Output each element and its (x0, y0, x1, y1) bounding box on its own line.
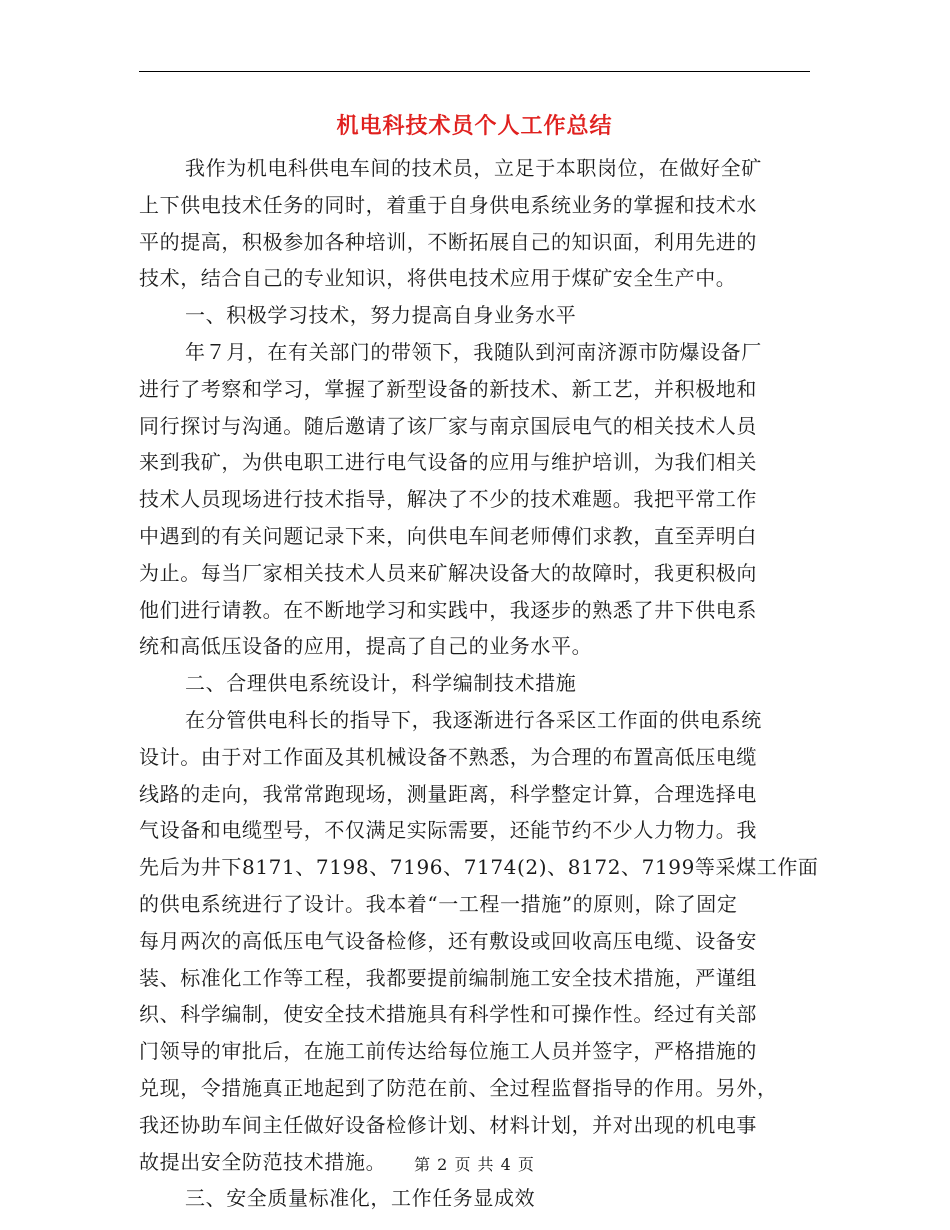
text-line: 技术，结合自己的专业知识，将供电技术应用于煤矿安全生产中。 (139, 266, 737, 291)
text-line: 织、科学编制，使安全技术措施具有科学性和可操作性。经过有关部 (139, 1002, 757, 1027)
text-line: 他们进行请教。在不断地学习和实践中，我逐步的熟悉了井下供电系 (139, 597, 757, 622)
text-line: 每月两次的高低压电气设备检修，还有敷设或回收高压电缆、设备安 (139, 928, 757, 953)
text-line: 统和高低压设备的应用，提高了自己的业务水平。 (139, 634, 593, 659)
text-line: 为止。每当厂家相关技术人员来矿解决设备大的故障时，我更积极向 (139, 560, 757, 585)
text-line: 同行探讨与沟通。随后邀请了该厂家与南京国辰电气的相关技术人员 (139, 413, 757, 438)
text-line: 在分管供电科长的指导下，我逐渐进行各采区工作面的供电系统 (185, 707, 762, 732)
text-line: 二、合理供电系统设计，科学编制技术措施 (185, 671, 577, 696)
text-line: 线路的走向，我常常跑现场，测量距离，科学整定计算，合理选择电 (139, 781, 757, 806)
text-line: 技术人员现场进行技术指导，解决了不少的技术难题。我把平常工作 (139, 487, 757, 512)
text-line: 装、标准化工作等工程，我都要提前编制施工安全技术措施，严谨组 (139, 965, 757, 990)
page-number-footer: 第 2 页 共 4 页 (414, 1155, 535, 1174)
text-line: 兑现，令措施真正地起到了防范在前、全过程监督指导的作用。另外， (139, 1075, 778, 1100)
text-line: 气设备和电缆型号，不仅满足实际需要，还能节约不少人力物力。我 (139, 818, 757, 843)
text-line: 三、安全质量标准化，工作任务显成效 (185, 1186, 536, 1211)
text-line: 的供电系统进行了设计。我本着“一工程一措施”的原则，除了固定 (139, 891, 738, 916)
text-line: 我还协助车间主任做好设备检修计划、材料计划，并对出现的机电事 (139, 1112, 757, 1137)
text-line: 平的提高，积极参加各种培训，不断拓展自己的知识面，利用先进的 (139, 229, 757, 254)
text-line: 中遇到的有关问题记录下来，向供电车间老师傅们求教，直至弄明白 (139, 523, 757, 548)
text-line: 设计。由于对工作面及其机械设备不熟悉，为合理的布置高低压电缆 (139, 744, 757, 769)
text-line: 上下供电技术任务的同时，着重于自身供电系统业务的掌握和技术水 (139, 192, 757, 217)
text-line: 来到我矿，为供电职工进行电气设备的应用与维护培训，为我们相关 (139, 450, 757, 475)
text-line: 故提出安全防范技术措施。 (139, 1149, 387, 1174)
text-line: 我作为机电科供电车间的技术员，立足于本职岗位，在做好全矿 (185, 156, 762, 180)
text-line: 门领导的审批后，在施工前传达给每位施工人员并签字，严格措施的 (139, 1039, 757, 1064)
text-line: 一、积极学习技术，努力提高自身业务水平 (185, 303, 577, 328)
text-line: 进行了考察和学习，掌握了新型设备的新技术、新工艺，并积极地和 (139, 376, 757, 401)
header-rule (139, 71, 810, 72)
text-line: 年７月，在有关部门的带领下，我随队到河南济源市防爆设备厂 (185, 339, 762, 364)
document-title: 机电科技术员个人工作总结 (336, 113, 613, 139)
document-body (139, 150, 819, 1217)
text-line: 先后为井下8171、7198、7196、7174(2)、8172、7199等采煤工作面 (139, 855, 819, 880)
